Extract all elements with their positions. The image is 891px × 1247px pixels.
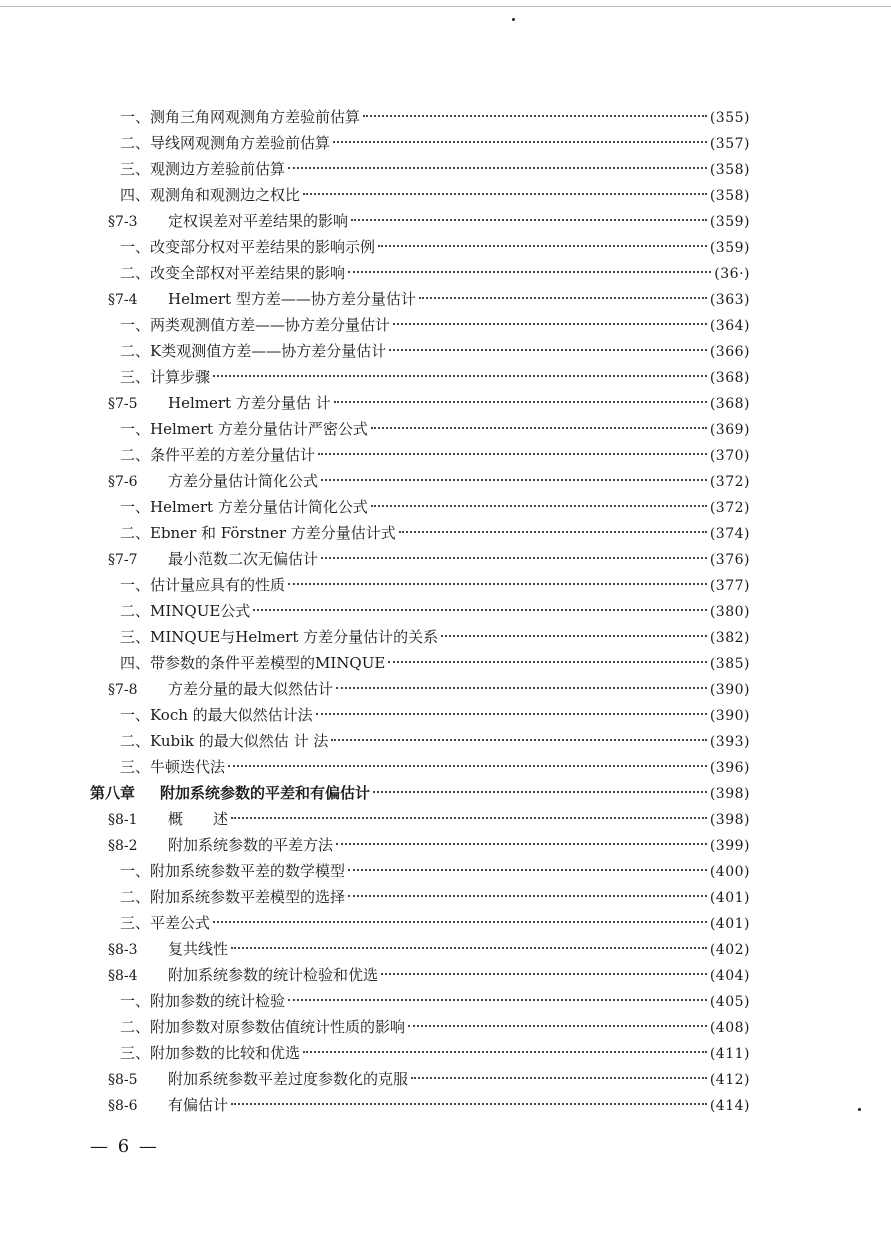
scan-speck-right [858, 1108, 861, 1111]
toc-entry-page: (385) [709, 656, 750, 672]
toc-entry-title: 一、Helmert 方差分量估计简化公式 [120, 498, 368, 516]
toc-entry-title: 一、改变部分权对平差结果的影响示例 [120, 238, 376, 256]
toc-subsection-row [90, 364, 750, 390]
toc-entry-page: (358) [709, 188, 750, 204]
toc-subsection-row [90, 1040, 750, 1066]
toc-entry-title: 附加系统参数的统计检验和优选 [168, 966, 379, 984]
dot-leader [318, 453, 707, 455]
toc-entry-title: 三、牛顿迭代法 [120, 758, 226, 776]
dot-leader [351, 219, 707, 221]
toc-entry-number: §7-7 [108, 552, 138, 568]
dot-leader [303, 193, 707, 195]
toc-entry-number: §7-6 [108, 474, 138, 490]
toc-entry-title: 二、条件平差的方差分量估计 [120, 446, 316, 464]
dot-leader [228, 765, 707, 767]
toc-entry-page: (368) [709, 370, 750, 386]
dot-leader [334, 401, 707, 403]
scan-speck-top [512, 18, 515, 21]
dot-leader [288, 167, 707, 169]
toc-entry-page: (359) [709, 214, 750, 230]
toc-subsection-row [90, 728, 750, 754]
toc-entry-page: (393) [709, 734, 750, 750]
toc-subsection-row [90, 338, 750, 364]
toc-section-row [90, 208, 750, 234]
toc-section-row [90, 832, 750, 858]
dot-leader [399, 531, 707, 533]
table-of-contents [90, 104, 750, 1118]
toc-section-row [90, 286, 750, 312]
toc-entry-page: (404) [709, 968, 750, 984]
toc-section-row [90, 806, 750, 832]
toc-entry-title: 一、附加系统参数平差的数学模型 [120, 862, 346, 880]
toc-entry-page: (412) [709, 1072, 750, 1088]
toc-entry-page: (411) [709, 1046, 750, 1062]
toc-entry-title: 二、K类观测值方差——协方差分量估计 [120, 342, 387, 360]
toc-entry-title: 一、Helmert 方差分量估计严密公式 [120, 420, 368, 438]
toc-entry-number: §7-8 [108, 682, 138, 698]
toc-subsection-row [90, 650, 750, 676]
toc-entry-page: (358) [709, 162, 750, 178]
dot-leader [371, 427, 707, 429]
toc-entry-title: 一、测角三角网观测角方差验前估算 [120, 108, 361, 126]
toc-subsection-row [90, 858, 750, 884]
toc-section-row [90, 468, 750, 494]
toc-entry-page: (408) [709, 1020, 750, 1036]
toc-entry-page: (396) [709, 760, 750, 776]
toc-entry-number: §8-4 [108, 968, 138, 984]
toc-entry-number: §8-2 [108, 838, 138, 854]
toc-entry-page: (382) [709, 630, 750, 646]
toc-entry-title: 附加系统参数平差过度参数化的克服 [168, 1070, 409, 1088]
toc-entry-number: §7-3 [108, 214, 138, 230]
toc-subsection-row [90, 130, 750, 156]
toc-entry-page: (368) [709, 396, 750, 412]
toc-subsection-row [90, 598, 750, 624]
toc-entry-title: 三、计算步骤 [120, 368, 211, 386]
toc-subsection-row [90, 260, 750, 286]
dot-leader [253, 609, 707, 611]
toc-entry-title: Helmert 方差分量估 计 [168, 394, 331, 412]
top-edge-line [0, 6, 891, 7]
toc-entry-page: (414) [709, 1098, 750, 1114]
toc-entry-page: (376) [709, 552, 750, 568]
dot-leader [231, 817, 707, 819]
dot-leader [288, 999, 707, 1001]
dot-leader [348, 271, 711, 273]
toc-entry-number: §8-6 [108, 1098, 138, 1114]
toc-entry-page: (355) [709, 110, 750, 126]
toc-entry-title: 一、两类观测值方差——协方差分量估计 [120, 316, 391, 334]
toc-chapter-row [90, 780, 750, 806]
toc-entry-title: 二、改变全部权对平差结果的影响 [120, 264, 346, 282]
toc-entry-page: (390) [709, 708, 750, 724]
dot-leader [321, 557, 707, 559]
toc-subsection-row [90, 182, 750, 208]
toc-subsection-row [90, 156, 750, 182]
toc-entry-title: 方差分量估计简化公式 [168, 472, 319, 490]
toc-section-row [90, 1092, 750, 1118]
toc-subsection-row [90, 234, 750, 260]
toc-section-row [90, 962, 750, 988]
dot-leader [336, 687, 707, 689]
dot-leader [288, 583, 707, 585]
toc-subsection-row [90, 1014, 750, 1040]
toc-entry-title: 三、附加参数的比较和优选 [120, 1044, 301, 1062]
toc-subsection-row [90, 104, 750, 130]
toc-entry-title: 复共线性 [168, 940, 229, 958]
toc-entry-title: 定权误差对平差结果的影响 [168, 212, 349, 230]
toc-section-row [90, 676, 750, 702]
dot-leader [408, 1025, 707, 1027]
toc-subsection-row [90, 416, 750, 442]
toc-entry-page: (400) [709, 864, 750, 880]
dot-leader [419, 297, 707, 299]
dot-leader [363, 115, 707, 117]
toc-entry-page: (359) [709, 240, 750, 256]
toc-entry-title: 四、观测角和观测边之权比 [120, 186, 301, 204]
page-number: — 6 — [90, 1136, 159, 1157]
toc-entry-title: 二、附加参数对原参数估值统计性质的影响 [120, 1018, 406, 1036]
toc-entry-page: (36·) [714, 266, 750, 282]
toc-entry-number: §8-3 [108, 942, 138, 958]
dot-leader [303, 1051, 707, 1053]
toc-entry-title: 四、带参数的条件平差模型的MINQUE [120, 654, 386, 672]
toc-section-row [90, 390, 750, 416]
toc-subsection-row [90, 494, 750, 520]
toc-subsection-row [90, 910, 750, 936]
dot-leader [389, 349, 707, 351]
toc-entry-page: (369) [709, 422, 750, 438]
toc-subsection-row [90, 884, 750, 910]
toc-entry-page: (374) [709, 526, 750, 542]
toc-entry-number: §7-4 [108, 292, 138, 308]
toc-section-row [90, 1066, 750, 1092]
dot-leader [348, 895, 707, 897]
toc-subsection-row [90, 754, 750, 780]
toc-entry-page: (402) [709, 942, 750, 958]
toc-entry-title: 方差分量的最大似然估计 [168, 680, 334, 698]
dot-leader [231, 1103, 707, 1105]
dot-leader [393, 323, 707, 325]
toc-entry-page: (372) [709, 500, 750, 516]
toc-entry-number: 第八章 [90, 784, 136, 802]
toc-entry-number: §8-5 [108, 1072, 138, 1088]
toc-entry-page: (372) [709, 474, 750, 490]
toc-entry-page: (401) [709, 890, 750, 906]
toc-entry-page: (364) [709, 318, 750, 334]
toc-entry-page: (390) [709, 682, 750, 698]
toc-entry-page: (357) [709, 136, 750, 152]
toc-entry-title: 三、MINQUE与Helmert 方差分量估计的关系 [120, 628, 439, 646]
toc-subsection-row [90, 520, 750, 546]
toc-entry-title: 二、MINQUE公式 [120, 602, 251, 620]
toc-subsection-row [90, 312, 750, 338]
toc-entry-page: (405) [709, 994, 750, 1010]
toc-entry-page: (398) [709, 812, 750, 828]
toc-entry-page: (377) [709, 578, 750, 594]
toc-entry-title: 二、Kubik 的最大似然估 计 法 [120, 732, 329, 750]
toc-entry-number: §7-5 [108, 396, 138, 412]
toc-section-row [90, 546, 750, 572]
toc-entry-title: 有偏估计 [168, 1096, 229, 1114]
toc-entry-page: (366) [709, 344, 750, 360]
dot-leader [373, 791, 707, 793]
dot-leader [371, 505, 707, 507]
toc-entry-title: 二、附加系统参数平差模型的选择 [120, 888, 346, 906]
toc-section-row [90, 936, 750, 962]
toc-entry-page: (398) [709, 786, 750, 802]
toc-entry-page: (401) [709, 916, 750, 932]
dot-leader [381, 973, 707, 975]
toc-entry-title: 附加系统参数的平差和有偏估计 [160, 784, 371, 802]
toc-subsection-row [90, 624, 750, 650]
dot-leader [231, 947, 707, 949]
toc-subsection-row [90, 442, 750, 468]
dot-leader [441, 635, 707, 637]
toc-entry-page: (380) [709, 604, 750, 620]
dot-leader [321, 479, 707, 481]
dot-leader [378, 245, 707, 247]
toc-entry-page: (363) [709, 292, 750, 308]
dot-leader [331, 739, 707, 741]
toc-entry-title: 三、平差公式 [120, 914, 211, 932]
dot-leader [213, 921, 707, 923]
toc-entry-title: 二、导线网观测角方差验前估算 [120, 134, 331, 152]
toc-entry-number: §8-1 [108, 812, 138, 828]
toc-entry-title: 三、观测边方差验前估算 [120, 160, 286, 178]
dot-leader [388, 661, 707, 663]
dot-leader [316, 713, 707, 715]
toc-entry-page: (399) [709, 838, 750, 854]
toc-entry-title: 一、附加参数的统计检验 [120, 992, 286, 1010]
dot-leader [213, 375, 707, 377]
toc-subsection-row [90, 702, 750, 728]
toc-entry-title: 二、Ebner 和 Förstner 方差分量估计式 [120, 524, 396, 542]
toc-entry-title: 一、Koch 的最大似然估计法 [120, 706, 313, 724]
toc-subsection-row [90, 572, 750, 598]
dot-leader [348, 869, 707, 871]
dot-leader [411, 1077, 707, 1079]
toc-entry-title: 概 述 [168, 810, 229, 828]
toc-entry-page: (370) [709, 448, 750, 464]
toc-entry-title: 一、估计量应具有的性质 [120, 576, 286, 594]
toc-entry-title: Helmert 型方差——协方差分量估计 [168, 290, 416, 308]
toc-subsection-row [90, 988, 750, 1014]
dot-leader [336, 843, 707, 845]
toc-entry-title: 附加系统参数的平差方法 [168, 836, 334, 854]
toc-entry-title: 最小范数二次无偏估计 [168, 550, 319, 568]
dot-leader [333, 141, 707, 143]
